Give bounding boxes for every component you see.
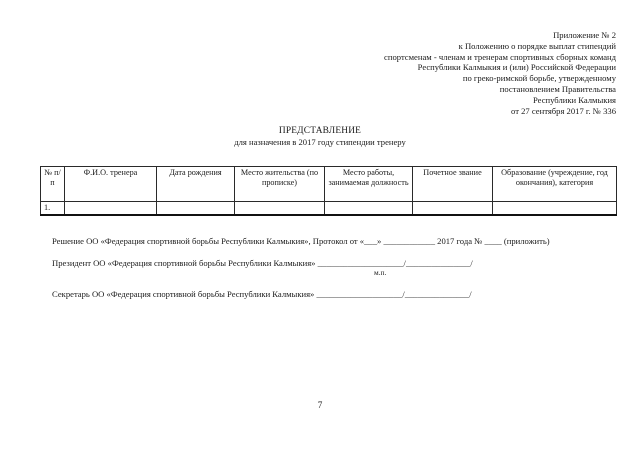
document-subtitle: для назначения в 2017 году стипендии тренеру [234, 137, 406, 147]
table-cell [157, 202, 235, 215]
document-title: ПРЕДСТАВЛЕНИЕ [278, 126, 362, 136]
table-cell [493, 202, 617, 215]
appendix-line: по греко-римской борьбе, утвержденному [462, 73, 616, 84]
nomination-table [40, 166, 617, 216]
president-signature-line: Президент ОО «Федерация спортивной борьбы Республики Калмыкия» ____________________/_______________/ [52, 258, 473, 268]
stamp-place-label: м.п. [374, 268, 387, 277]
page-number: 7 [317, 400, 323, 410]
secretary-signature-line: Секретарь ОО «Федерация спортивной борьбы Республики Калмыкия» ____________________/_______________/ [52, 289, 472, 299]
table-cell [235, 202, 325, 215]
appendix-line: Республики Калмыкия [533, 94, 616, 105]
appendix-line: к Положению о порядке выплат стипендий [458, 40, 616, 51]
column-header: Ф.И.О. тренера [65, 167, 157, 202]
decision-line: Решение ОО «Федерация спортивной борьбы Республики Калмыкия», Протокол от «___» ____________ 2017 года № ____ (приложить) [52, 236, 550, 246]
appendix-line: от 27 сентября 2017 г. № 336 [511, 105, 616, 116]
table-cell [325, 202, 413, 215]
appendix-line: Приложение № 2 [553, 30, 616, 40]
table-row [41, 202, 617, 215]
column-header: Место работы, занимаемая должность [325, 167, 413, 202]
heading-block [0, 126, 640, 147]
column-header: № п/п [41, 167, 65, 202]
appendix-line: Республики Калмыкия и (или) Российской Федерации [417, 62, 616, 73]
table-cell: 1. [41, 202, 65, 215]
column-header: Образование (учреждение, год окончания), категория [493, 167, 617, 202]
appendix-line: спортсменам - членам и тренерам спортивных сборных команд [384, 51, 616, 62]
table-header-row [41, 167, 617, 202]
table-cell [65, 202, 157, 215]
appendix-line: постановлением Правительства [499, 83, 616, 94]
column-header: Место жительства (по прописке) [235, 167, 325, 202]
column-header: Дата рождения [157, 167, 235, 202]
appendix-block [384, 30, 616, 116]
column-header: Почетное звание [413, 167, 493, 202]
table-cell [413, 202, 493, 215]
